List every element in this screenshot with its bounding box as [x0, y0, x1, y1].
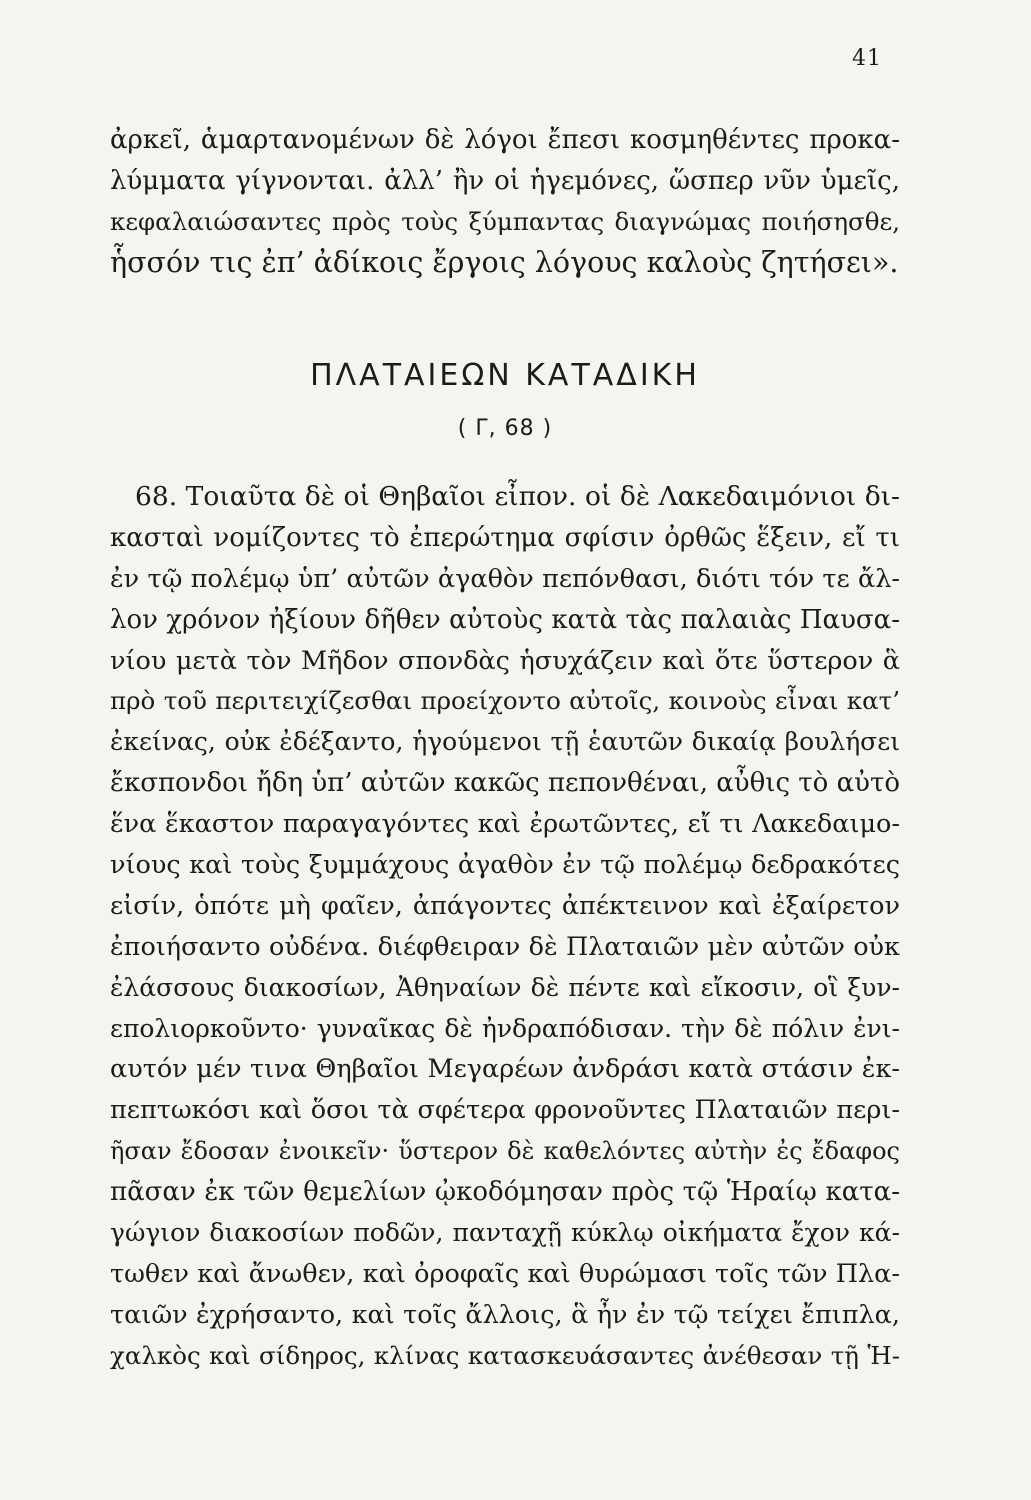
- text-line: ἧσσόν τις ἐπ’ ἀδίκοις ἔργοις λόγους καλοὺς ζητήσει».: [110, 245, 899, 279]
- text-line: λον χρόνον ἠξίουν δῆθεν αὐτοὺς κατὰ τὰς παλαιὰς Παυσα-: [110, 604, 900, 635]
- text-line: εἰσίν, ὁπότε μὴ φαῖεν, ἀπάγοντες ἀπέκτεινον καὶ ἐξαίρετον: [110, 890, 900, 921]
- text-line: ἔκσπονδοι ἤδη ὑπ’ αὐτῶν κακῶς πεπονθέναι, αὖθις τὸ αὐτὸ: [110, 768, 900, 799]
- text-line: πρὸ τοῦ περιτειχίζεσθαι προείχοντο αὐτοῖς, κοινοὺς εἶναι κατ’: [110, 686, 900, 716]
- text-line: αυτόν μέν τινα Θηβαῖοι Μεγαρέων ἀνδράσι κατὰ στάσιν ἐκ-: [110, 1054, 900, 1085]
- text-line: χαλκὸς καὶ σίδηρος, κλίνας κατασκευάσαντες ἀνέθεσαν τῇ Ἡ-: [110, 1340, 900, 1370]
- text-line: πᾶσαν ἐκ τῶν θεμελίων ᾠκοδόμησαν πρὸς τῷ Ἡραίῳ κατα-: [110, 1177, 900, 1208]
- text-line: κεφαλαιώσαντες πρὸς τοὺς ξύμπαντας διαγνώμας ποιήσησθε,: [110, 206, 900, 236]
- text-line: γώγιον διακοσίων ποδῶν, πανταχῇ κύκλῳ οἰκήματα ἔχον κά-: [110, 1218, 900, 1248]
- text-line: τωθεν καὶ ἄνωθεν, καὶ ὀροφαῖς καὶ θυρώμασι τοῖς τῶν Πλα-: [110, 1258, 900, 1289]
- text-line: ἐν τῷ πολέμῳ ὑπ’ αὐτῶν ἀγαθὸν πεπόνθασι, διότι τόν τε ἄλ-: [110, 563, 900, 594]
- text-line: νίους καὶ τοὺς ξυμμάχους ἀγαθὸν ἐν τῷ πολέμῳ δεδρακότες: [110, 850, 900, 881]
- text-line: ταιῶν ἐχρήσαντο, καὶ τοῖς ἄλλοις, ἃ ἦν ἐν τῷ τείχει ἔπιπλα,: [110, 1299, 900, 1330]
- section-title: ΠΛΑΤΑΙΕΩΝ ΚΑΤΑΔΙΚΗ: [310, 358, 700, 393]
- text-line: πεπτωκόσι καὶ ὅσοι τὰ σφέτερα φρονοῦντες Πλαταιῶν περι-: [110, 1095, 900, 1126]
- page-number: 41: [852, 46, 882, 71]
- section-reference: ( Γ, 68 ): [457, 416, 553, 441]
- text-line: ἐκείνας, οὐκ ἐδέξαντο, ἡγούμενοι τῇ ἑαυτῶν δικαίᾳ βουλήσει: [110, 727, 900, 757]
- text-line: επολιορκοῦντο· γυναῖκας δὲ ἠνδραπόδισαν. τὴν δὲ πόλιν ἐνι-: [110, 1013, 900, 1043]
- main-paragraph: [110, 477, 900, 1377]
- text-line: κασταὶ νομίζοντες τὸ ἐπερώτημα σφίσιν ὀρθῶς ἕξειν, εἴ τι: [110, 522, 900, 553]
- text-line: ῆσαν ἔδοσαν ἐνοικεῖν· ὕστερον δὲ καθελόντες αὐτὴν ἐς ἔδαφος: [110, 1137, 900, 1166]
- text-line: ἕνα ἕκαστον παραγαγόντες καὶ ἐρωτῶντες, εἴ τι Λακεδαιμο-: [110, 809, 900, 840]
- text-line: ἀρκεῖ, ἁμαρτανομένων δὲ λόγοι ἔπεσι κοσμηθέντες προκα-: [110, 125, 900, 155]
- text-line: νίου μετὰ τὸν Μῆδον σπονδὰς ἡσυχάζειν καὶ ὅτε ὕστερον ἃ: [110, 645, 900, 676]
- text-line: λύμματα γίγνονται. ἀλλ’ ἢν οἱ ἡγεμόνες, ὥσπερ νῦν ὑμεῖς,: [110, 165, 900, 196]
- text-line: 68. Τοιαῦτα δὲ οἱ Θηβαῖοι εἶπον. οἱ δὲ Λακεδαιμόνιοι δι-: [135, 481, 900, 512]
- text-line: ἐποιήσαντο οὐδένα. διέφθειραν δὲ Πλαταιῶν μὲν αὐτῶν οὐκ: [110, 931, 900, 962]
- text-line: ἐλάσσους διακοσίων, Ἀθηναίων δὲ πέντε καὶ εἴκοσιν, οἳ ξυν-: [110, 972, 900, 1002]
- preceding-paragraph: [110, 120, 900, 284]
